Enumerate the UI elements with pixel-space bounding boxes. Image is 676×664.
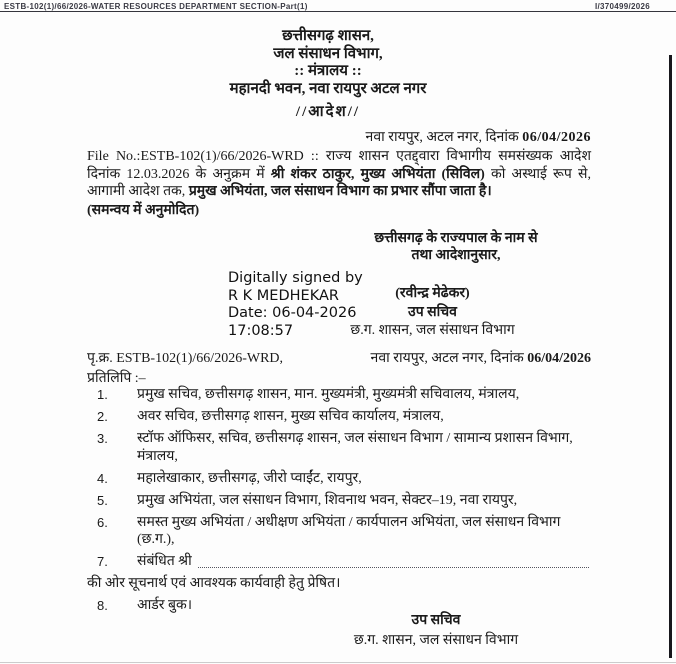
signer-office: छ.ग. शासन, जल संसाधन विभाग xyxy=(350,323,515,338)
list-item xyxy=(87,408,591,426)
item-number: 5. xyxy=(97,492,108,508)
digital-sig-date: Date: 06-04-2026 xyxy=(228,305,357,321)
approval-note: (समन्वय में अनुमोदित) xyxy=(87,202,200,218)
signer-name: (रवीन्द्र मेढेकर) xyxy=(395,286,470,301)
list-continuation: की ओर सूचनार्थ एवं आवश्यक कार्यवाही हेतु प्रेषित। xyxy=(87,576,341,591)
order-paragraph xyxy=(87,148,591,201)
dateline-place: नवा रायपुर, अटल नगर, दिनांक xyxy=(365,130,523,145)
by-order-line1: छत्तीसगढ़ के राज्यपाल के नाम से xyxy=(374,231,538,246)
order-body xyxy=(87,148,591,219)
file-reference-header: ESTB-102(1)/66/2026-WATER RESOURCES DEPARTMENT SECTION-Part(1) xyxy=(4,2,308,11)
copy-distribution-list xyxy=(87,386,591,619)
order-text-1: File No.:ESTB-102(1)/66/2026-WRD :: राज्य शासन एतद्द्वारा विभागीय समसंख्यक आदेश दिनांक 12.03.2026 के अनुक्रम में xyxy=(87,149,591,182)
item-text: प्रमुख सचिव, छत्तीसगढ़ शासन, मान. मुख्यमंत्री, मुख्यमंत्री सचिवालय, मंत्रालय, xyxy=(137,387,520,402)
page-edge-line xyxy=(669,55,672,658)
item-number: 3. xyxy=(97,431,108,446)
item-number: 2. xyxy=(97,409,108,424)
blank-fill-line xyxy=(198,553,589,568)
item-text: संबंधित श्री xyxy=(137,554,192,569)
item-text: महालेखाकार, छत्तीसगढ़, जीरो प्वाईंट, रायपुर, xyxy=(137,470,362,486)
order-text-2: को अस्थाई रूप से, आगामी आदेश तक, xyxy=(87,166,591,199)
digital-sig-time: 17:08:57 xyxy=(228,322,294,339)
charge-statement: प्रमुख अभियंता, जल संसाधन विभाग का प्रभार सौंपा जाता है। xyxy=(188,184,492,199)
list-item xyxy=(87,514,591,549)
item-number: 7. xyxy=(97,554,108,569)
list-item xyxy=(87,430,591,465)
document-id-header: I/370499/2026 xyxy=(594,2,650,11)
endorsement-place-date xyxy=(371,348,591,367)
item-text: अवर सचिव, छत्तीसगढ़ शासन, मुख्य सचिव कार्यालय, मंत्रालय, xyxy=(137,409,444,424)
dateline xyxy=(87,127,591,146)
signer-block xyxy=(325,285,540,341)
item-text: प्रमुख अभियंता, जल संसाधन विभाग, शिवनाथ भवन, सेक्टर–19, नवा रायपुर, xyxy=(137,492,518,508)
dateline-date: 06/04/2026 xyxy=(522,130,591,145)
footer-designation: उप सचिव xyxy=(411,613,461,628)
item-text: आर्डर बुक। xyxy=(137,598,193,613)
by-order-block xyxy=(330,231,582,264)
signer-designation: उप सचिव xyxy=(408,304,457,320)
officer-name: श्री शंकर ठाकुर, मुख्य अभियंता (सिविल) xyxy=(270,166,485,182)
footer-signature-block xyxy=(322,611,550,651)
item-number: 1. xyxy=(97,387,108,402)
order-title: //आदेश// xyxy=(295,104,361,120)
header-divider xyxy=(0,11,676,12)
list-item xyxy=(87,470,591,488)
list-item xyxy=(87,492,591,510)
building-address: महानदी भवन, नवा रायपुर अटल नगर xyxy=(229,80,427,97)
copy-to-label: प्रतिलिपि :– xyxy=(87,371,146,386)
item-number: 6. xyxy=(97,514,108,530)
list-item xyxy=(87,386,591,404)
ministry-label: :: मंत्रालय :: xyxy=(294,63,362,79)
list-item xyxy=(87,553,591,571)
bottom-divider xyxy=(0,662,676,663)
item-number: 4. xyxy=(97,470,108,486)
endorsement-ref-line xyxy=(87,348,591,367)
digital-sig-name: R K MEDHEKAR xyxy=(228,287,339,304)
item-number: 8. xyxy=(97,598,108,613)
government-name: छत्तीसगढ़ शासन, xyxy=(282,28,374,44)
endorsement-place: नवा रायपुर, अटल नगर, दिनांक xyxy=(370,351,528,366)
endorsement-date: 06/04/2026 xyxy=(527,351,591,366)
endorsement-ref: पृ.क्र. ESTB-102(1)/66/2026-WRD, xyxy=(87,351,284,366)
item-text: समस्त मुख्य अभियंता / अधीक्षण अभियंता / कार्यपालन अभियंता, जल संसाधन विभाग (छ.ग.), xyxy=(137,514,561,547)
letterhead xyxy=(0,28,656,122)
department-name: जल संसाधन विभाग, xyxy=(273,45,383,62)
item-text: स्टॉफ ऑफिसर, सचिव, छत्तीसगढ़ शासन, जल संसाधन विभाग / सामान्य प्रशासन विभाग, मंत्रालय, xyxy=(137,431,573,464)
digital-sig-line1: Digitally signed by xyxy=(228,270,363,286)
by-order-line2: तथा आदेशानुसार, xyxy=(411,247,501,263)
footer-office: छ.ग. शासन, जल संसाधन विभाग xyxy=(353,633,519,648)
